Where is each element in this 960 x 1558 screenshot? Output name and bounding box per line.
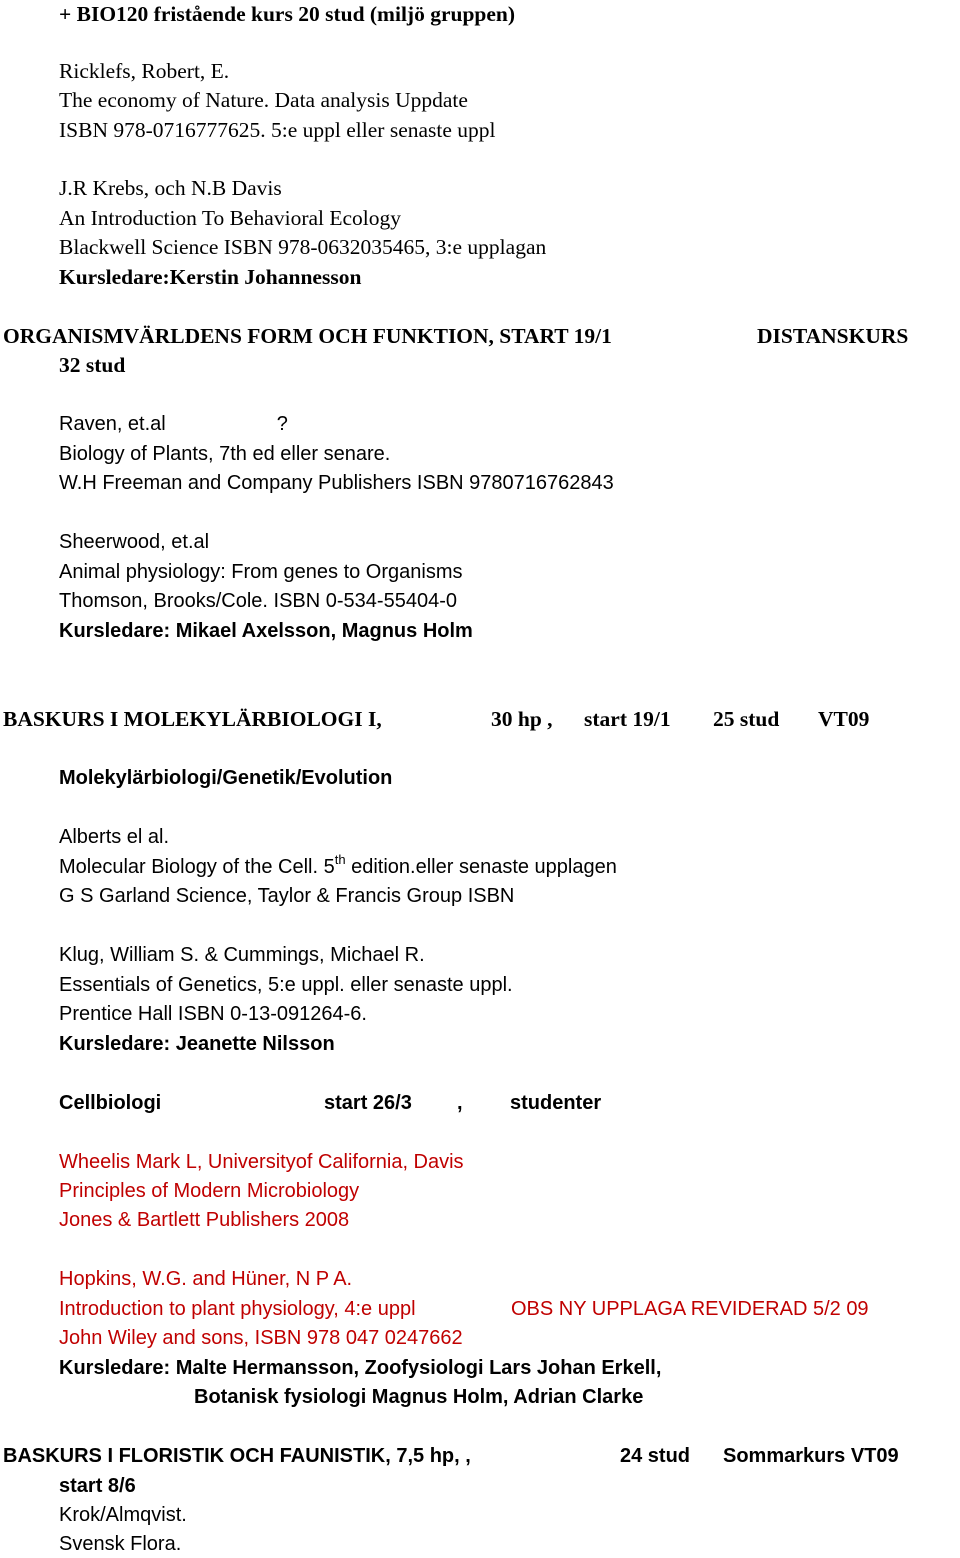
molbio-book2-author: Klug, William S. & Cummings, Michael R.: [59, 944, 425, 966]
floristik-start: start 8/6: [59, 1475, 136, 1497]
molbio-book2-publisher: Prentice Hall ISBN 0-13-091264-6.: [59, 1003, 367, 1025]
bio120-book2-title: An Introduction To Behavioral Ecology: [59, 206, 402, 230]
cellbio-book1-publisher: Jones & Bartlett Publishers 2008: [59, 1209, 350, 1231]
molbio-course-leader: Kursledare: Jeanette Nilsson: [59, 1033, 335, 1055]
cellbio-heading: Cellbiologi: [59, 1092, 162, 1114]
molbio-start: start 19/1: [584, 707, 671, 731]
cellbio-start: start 26/3: [324, 1092, 412, 1114]
cellbio-book2-revision-note: OBS NY UPPLAGA REVIDERAD 5/2 09: [511, 1298, 869, 1320]
cellbio-course-leaders-cont: Botanisk fysiologi Magnus Holm, Adrian Clarke: [194, 1386, 644, 1408]
organism-book2-title: Animal physiology: From genes to Organisms: [59, 561, 463, 583]
molbio-book1-title-edition: edition.eller senaste upplagen: [345, 856, 617, 878]
molbio-book2-title: Essentials of Genetics, 5:e uppl. eller senaste uppl.: [59, 974, 513, 996]
molbio-heading: BASKURS I MOLEKYLÄRBIOLOGI I,: [3, 707, 382, 731]
floristik-book1-title: Svensk Flora.: [59, 1533, 182, 1555]
bio120-course-leader: Kursledare:Kerstin Johannesson: [59, 265, 362, 289]
floristik-heading: BASKURS I FLORISTIK OCH FAUNISTIK, 7,5 hp, ,: [3, 1445, 471, 1467]
molbio-book1-author: Alberts el al.: [59, 826, 170, 848]
molbio-book1-publisher: G S Garland Science, Taylor & Francis Group ISBN: [59, 885, 515, 907]
floristik-book1-author: Krok/Almqvist.: [59, 1504, 187, 1526]
molbio-book1-title-superscript: th: [334, 852, 346, 867]
organism-book2-publisher: Thomson, Brooks/Cole. ISBN 0-534-55404-0: [59, 590, 457, 612]
organism-students: 32 stud: [59, 353, 126, 377]
organism-book1-author-name: Raven, et.al: [59, 413, 166, 435]
organism-book1-question-mark: ?: [276, 413, 288, 435]
bio120-book2-publisher: Blackwell Science ISBN 978-0632035465, 3:e upplagan: [59, 235, 547, 259]
molbio-students: 25 stud: [713, 707, 780, 731]
cellbio-book2-author: Hopkins, W.G. and Hüner, N P A.: [59, 1268, 353, 1290]
molbio-book1-title: [59, 853, 617, 881]
cellbio-separator: ,: [457, 1092, 463, 1114]
cellbio-book1-title: Principles of Modern Microbiology: [59, 1180, 360, 1202]
organism-book2-author: Sheerwood, et.al: [59, 531, 210, 553]
bio120-book2-author: J.R Krebs, och N.B Davis: [59, 176, 282, 200]
cellbio-book1-author: Wheelis Mark L, Universityof California, Davis: [59, 1151, 464, 1173]
molbio-term: VT09: [818, 707, 870, 731]
organism-book1-title: Biology of Plants, 7th ed eller senare.: [59, 443, 391, 465]
cellbio-course-leaders: Kursledare: Malte Hermansson, Zoofysiologi Lars Johan Erkell,: [59, 1357, 662, 1379]
cellbio-students: studenter: [510, 1092, 602, 1114]
bio120-heading: + BIO120 fristående kurs 20 stud (miljö gruppen): [59, 2, 516, 26]
floristik-students: 24 stud: [620, 1445, 691, 1467]
floristik-term: Sommarkurs VT09: [723, 1445, 899, 1467]
molbio-credits: 30 hp ,: [491, 707, 553, 731]
molbio-subheading: Molekylärbiologi/Genetik/Evolution: [59, 767, 393, 789]
bio120-book1-isbn: ISBN 978-0716777625. 5:e uppl eller senaste uppl: [59, 118, 496, 142]
bio120-book1-author: Ricklefs, Robert, E.: [59, 59, 230, 83]
organism-course-leader: Kursledare: Mikael Axelsson, Magnus Holm: [59, 620, 473, 642]
organism-course-type: DISTANSKURS: [757, 324, 909, 348]
cellbio-book2-title: Introduction to plant physiology, 4:e uppl: [59, 1298, 416, 1320]
organism-book1-publisher: W.H Freeman and Company Publishers ISBN 9780716762843: [59, 472, 614, 494]
cellbio-book2-publisher: John Wiley and sons, ISBN 978 047 0247662: [59, 1327, 463, 1349]
organism-heading: ORGANISMVÄRLDENS FORM OCH FUNKTION, START 19/1: [3, 324, 612, 348]
bio120-book1-title: The economy of Nature. Data analysis Uppdate: [59, 88, 468, 112]
molbio-book1-title-main: Molecular Biology of the Cell. 5: [59, 856, 335, 878]
organism-book1-author: [59, 410, 288, 438]
